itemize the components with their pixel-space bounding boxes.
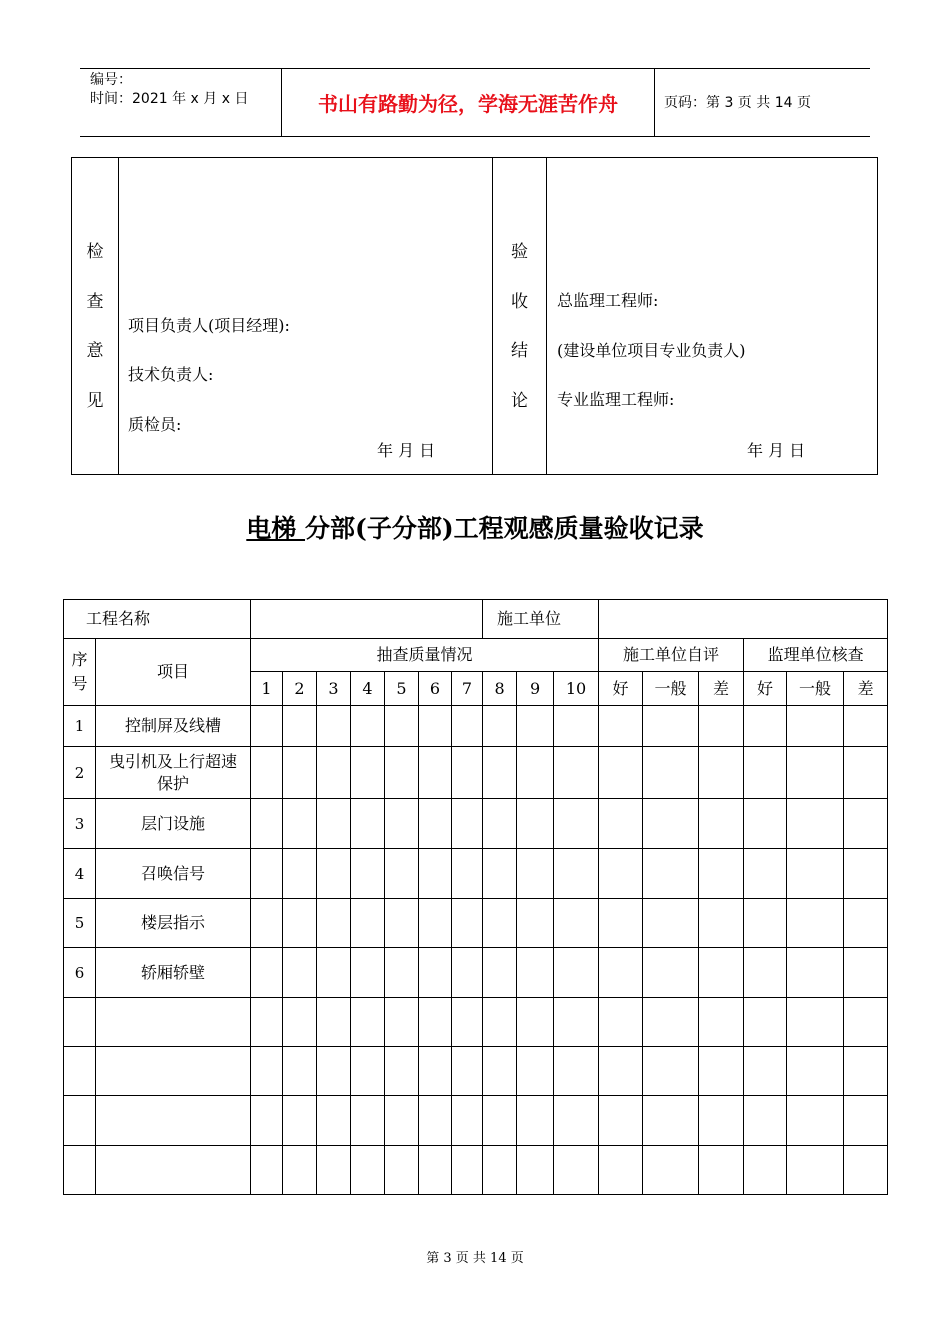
entry-cell[interactable] <box>317 1047 351 1096</box>
row-seq: 5 <box>64 899 96 948</box>
entry-cell[interactable] <box>317 849 351 899</box>
sample-col: 7 <box>452 672 483 706</box>
entry-cell[interactable] <box>787 799 844 849</box>
entry-cell[interactable] <box>699 1146 744 1195</box>
table-row <box>64 1096 888 1146</box>
entry-cell[interactable] <box>452 799 483 849</box>
entry-cell[interactable] <box>317 948 351 998</box>
entry-cell[interactable] <box>599 899 643 948</box>
entry-cell[interactable] <box>517 899 554 948</box>
sample-col: 9 <box>517 672 554 706</box>
entry-cell[interactable] <box>643 1047 699 1096</box>
entry-cell[interactable] <box>787 899 844 948</box>
title-rest: 分部(子分部)工程观感质量验收记录 <box>305 514 704 543</box>
row-item <box>96 1047 251 1096</box>
entry-cell[interactable] <box>251 948 283 998</box>
entry-cell[interactable] <box>351 849 385 899</box>
header-time: 时间：2021 年 x 月 x 日 <box>90 91 249 107</box>
entry-cell[interactable] <box>554 998 599 1047</box>
entry-cell[interactable] <box>787 1146 844 1195</box>
table-row <box>64 1146 888 1195</box>
entry-cell[interactable] <box>419 1146 452 1195</box>
entry-cell[interactable] <box>251 799 283 849</box>
entry-cell[interactable] <box>517 849 554 899</box>
entry-cell[interactable] <box>844 1047 888 1096</box>
entry-cell[interactable] <box>599 747 643 799</box>
entry-cell[interactable] <box>283 849 317 899</box>
entry-cell[interactable] <box>554 1047 599 1096</box>
date-right: 年 月 日 <box>747 441 806 460</box>
supervisor-header: 监理单位核查 <box>744 639 888 672</box>
entry-cell[interactable] <box>844 747 888 799</box>
entry-cell[interactable] <box>699 1047 744 1096</box>
accept-conclusion-cell <box>547 158 878 475</box>
row-seq <box>64 998 96 1047</box>
date-left: 年 月 日 <box>377 441 436 460</box>
entry-cell[interactable] <box>787 998 844 1047</box>
entry-cell[interactable] <box>643 747 699 799</box>
entry-cell[interactable] <box>385 948 419 998</box>
entry-cell[interactable] <box>351 948 385 998</box>
grade-col: 好 <box>744 672 787 706</box>
entry-cell[interactable] <box>317 998 351 1047</box>
entry-cell[interactable] <box>744 1146 787 1195</box>
entry-cell[interactable] <box>787 948 844 998</box>
page-footer: 第 3 页 共 14 页 <box>426 1251 524 1266</box>
entry-cell[interactable] <box>517 706 554 747</box>
self-eval-header: 施工单位自评 <box>599 639 744 672</box>
check-label: 检 查 意 见 <box>86 242 104 411</box>
project-name-value[interactable] <box>251 600 483 639</box>
entry-cell[interactable] <box>699 899 744 948</box>
owner-lead-field: (建设单位项目专业负责人) <box>557 341 746 360</box>
entry-cell[interactable] <box>385 899 419 948</box>
entry-cell[interactable] <box>419 1047 452 1096</box>
entry-cell[interactable] <box>554 899 599 948</box>
header-row-1 <box>64 639 888 672</box>
entry-cell[interactable] <box>351 1146 385 1195</box>
sample-col: 4 <box>351 672 385 706</box>
entry-cell[interactable] <box>517 1096 554 1146</box>
entry-cell[interactable] <box>699 799 744 849</box>
entry-cell[interactable] <box>317 747 351 799</box>
entry-cell[interactable] <box>554 948 599 998</box>
project-info-row <box>64 600 888 639</box>
table-row <box>64 899 888 948</box>
header-divider <box>654 68 655 136</box>
entry-cell[interactable] <box>483 747 517 799</box>
tech-lead-field: 技术负责人: <box>128 365 214 384</box>
item-rows <box>64 706 888 1195</box>
entry-cell[interactable] <box>283 799 317 849</box>
entry-cell[interactable] <box>699 706 744 747</box>
entry-cell[interactable] <box>744 1047 787 1096</box>
entry-cell[interactable] <box>844 706 888 747</box>
entry-cell[interactable] <box>283 1146 317 1195</box>
sample-col: 5 <box>385 672 419 706</box>
entry-cell[interactable] <box>699 998 744 1047</box>
project-lead-field: 项目负责人(项目经理): <box>128 316 290 335</box>
sample-col: 6 <box>419 672 452 706</box>
entry-cell[interactable] <box>452 899 483 948</box>
row-seq <box>64 1047 96 1096</box>
header-number: 编号： <box>90 72 132 88</box>
entry-cell[interactable] <box>483 799 517 849</box>
entry-cell[interactable] <box>554 1146 599 1195</box>
entry-cell[interactable] <box>787 1096 844 1146</box>
entry-cell[interactable] <box>283 998 317 1047</box>
entry-cell[interactable] <box>643 899 699 948</box>
table-row <box>64 998 888 1047</box>
entry-cell[interactable] <box>643 948 699 998</box>
entry-cell[interactable] <box>351 899 385 948</box>
entry-cell[interactable] <box>844 948 888 998</box>
entry-cell[interactable] <box>699 1096 744 1146</box>
entry-cell[interactable] <box>844 799 888 849</box>
entry-cell[interactable] <box>452 998 483 1047</box>
entry-cell[interactable] <box>452 849 483 899</box>
accept-label: 验 收 结 论 <box>511 242 528 411</box>
entry-cell[interactable] <box>251 1096 283 1146</box>
entry-cell[interactable] <box>599 706 643 747</box>
entry-cell[interactable] <box>599 1096 643 1146</box>
entry-cell[interactable] <box>744 706 787 747</box>
entry-cell[interactable] <box>744 899 787 948</box>
entry-cell[interactable] <box>744 1096 787 1146</box>
item-header: 项目 <box>96 639 251 706</box>
entry-cell[interactable] <box>251 998 283 1047</box>
entry-cell[interactable] <box>419 799 452 849</box>
entry-cell[interactable] <box>351 1096 385 1146</box>
entry-cell[interactable] <box>787 849 844 899</box>
sample-col: 2 <box>283 672 317 706</box>
entry-cell[interactable] <box>283 747 317 799</box>
entry-cell[interactable] <box>517 948 554 998</box>
title-underlined: 电梯 <box>246 514 306 543</box>
row-seq: 6 <box>64 948 96 998</box>
table-row <box>64 948 888 998</box>
entry-cell[interactable] <box>554 706 599 747</box>
entry-cell[interactable] <box>643 849 699 899</box>
entry-cell[interactable] <box>599 849 643 899</box>
entry-cell[interactable] <box>385 799 419 849</box>
entry-cell[interactable] <box>599 1146 643 1195</box>
sampling-header: 抽查质量情况 <box>251 639 599 672</box>
entry-cell[interactable] <box>452 706 483 747</box>
header-page-info: 页码：第 3 页 共 14 页 <box>664 95 811 111</box>
entry-cell[interactable] <box>483 706 517 747</box>
grade-col: 一般 <box>643 672 699 706</box>
entry-cell[interactable] <box>385 706 419 747</box>
entry-cell[interactable] <box>517 1047 554 1096</box>
entry-cell[interactable] <box>283 948 317 998</box>
entry-cell[interactable] <box>419 1096 452 1146</box>
inspector-field: 质检员: <box>128 415 182 434</box>
entry-cell[interactable] <box>251 849 283 899</box>
entry-cell[interactable] <box>699 849 744 899</box>
row-seq: 4 <box>64 849 96 899</box>
entry-cell[interactable] <box>351 747 385 799</box>
entry-cell[interactable] <box>643 706 699 747</box>
entry-cell[interactable] <box>351 799 385 849</box>
grade-col: 差 <box>844 672 888 706</box>
entry-cell[interactable] <box>483 1096 517 1146</box>
entry-cell[interactable] <box>483 849 517 899</box>
row-item: 楼层指示 <box>96 899 251 948</box>
entry-cell[interactable] <box>643 998 699 1047</box>
row-item: 召唤信号 <box>96 849 251 899</box>
entry-cell[interactable] <box>385 1146 419 1195</box>
row-seq: 2 <box>64 747 96 799</box>
entry-cell[interactable] <box>317 1146 351 1195</box>
row-seq: 3 <box>64 799 96 849</box>
row-item <box>96 1096 251 1146</box>
entry-cell[interactable] <box>517 1146 554 1195</box>
entry-cell[interactable] <box>317 706 351 747</box>
entry-cell[interactable] <box>554 1096 599 1146</box>
entry-cell[interactable] <box>251 1047 283 1096</box>
entry-cell[interactable] <box>452 948 483 998</box>
sample-col: 10 <box>554 672 599 706</box>
entry-cell[interactable] <box>419 849 452 899</box>
row-item: 轿厢轿壁 <box>96 948 251 998</box>
entry-cell[interactable] <box>419 899 452 948</box>
check-label-cell <box>72 158 119 475</box>
entry-cell[interactable] <box>317 799 351 849</box>
entry-cell[interactable] <box>385 998 419 1047</box>
sample-col: 3 <box>317 672 351 706</box>
entry-cell[interactable] <box>251 706 283 747</box>
entry-cell[interactable] <box>317 1096 351 1146</box>
row-item: 控制屏及线槽 <box>96 706 251 747</box>
entry-cell[interactable] <box>483 1146 517 1195</box>
pro-supervisor-field: 专业监理工程师: <box>557 390 675 409</box>
entry-cell[interactable] <box>744 948 787 998</box>
row-seq: 1 <box>64 706 96 747</box>
contractor-label: 施工单位 <box>483 600 599 639</box>
entry-cell[interactable] <box>452 1096 483 1146</box>
entry-cell[interactable] <box>385 747 419 799</box>
entry-cell[interactable] <box>452 1047 483 1096</box>
entry-cell[interactable] <box>251 1146 283 1195</box>
entry-cell[interactable] <box>283 1096 317 1146</box>
inspection-table <box>63 599 888 1195</box>
entry-cell[interactable] <box>787 1047 844 1096</box>
table-row <box>64 1047 888 1096</box>
row-item <box>96 998 251 1047</box>
entry-cell[interactable] <box>844 899 888 948</box>
entry-cell[interactable] <box>452 747 483 799</box>
contractor-value[interactable] <box>599 600 888 639</box>
header-bottom-rule <box>80 136 870 137</box>
page-title <box>0 509 950 545</box>
sample-col: 8 <box>483 672 517 706</box>
entry-cell[interactable] <box>643 1096 699 1146</box>
check-opinion-cell <box>119 158 493 475</box>
entry-cell[interactable] <box>283 706 317 747</box>
entry-cell[interactable] <box>599 799 643 849</box>
entry-cell[interactable] <box>385 849 419 899</box>
row-seq <box>64 1146 96 1195</box>
seq-header: 序号 <box>64 639 96 706</box>
entry-cell[interactable] <box>351 706 385 747</box>
entry-cell[interactable] <box>787 747 844 799</box>
header-top-rule <box>80 68 870 69</box>
entry-cell[interactable] <box>483 899 517 948</box>
project-name-label: 工程名称 <box>64 600 251 639</box>
entry-cell[interactable] <box>554 799 599 849</box>
entry-cell[interactable] <box>483 948 517 998</box>
entry-cell[interactable] <box>844 849 888 899</box>
entry-cell[interactable] <box>599 948 643 998</box>
grade-col: 好 <box>599 672 643 706</box>
entry-cell[interactable] <box>643 1146 699 1195</box>
grade-col: 一般 <box>787 672 844 706</box>
entry-cell[interactable] <box>452 1146 483 1195</box>
entry-cell[interactable] <box>599 998 643 1047</box>
grade-col: 差 <box>699 672 744 706</box>
entry-cell[interactable] <box>554 747 599 799</box>
entry-cell[interactable] <box>517 998 554 1047</box>
entry-cell[interactable] <box>385 1047 419 1096</box>
entry-cell[interactable] <box>554 849 599 899</box>
entry-cell[interactable] <box>419 706 452 747</box>
entry-cell[interactable] <box>517 799 554 849</box>
entry-cell[interactable] <box>844 998 888 1047</box>
row-item: 层门设施 <box>96 799 251 849</box>
entry-cell[interactable] <box>699 747 744 799</box>
sample-col: 1 <box>251 672 283 706</box>
row-seq <box>64 1096 96 1146</box>
entry-cell[interactable] <box>599 1047 643 1096</box>
header-motto: 书山有路勤为径，学海无涯苦作舟 <box>318 92 618 116</box>
chief-supervisor-field: 总监理工程师: <box>557 291 659 310</box>
entry-cell[interactable] <box>744 747 787 799</box>
accept-label-cell <box>493 158 547 475</box>
table-row <box>64 849 888 899</box>
row-item: 曳引机及上行超速保护 <box>96 747 251 799</box>
entry-cell[interactable] <box>483 998 517 1047</box>
entry-cell[interactable] <box>317 899 351 948</box>
row-item <box>96 1146 251 1195</box>
entry-cell[interactable] <box>385 1096 419 1146</box>
entry-cell[interactable] <box>251 747 283 799</box>
entry-cell[interactable] <box>283 899 317 948</box>
entry-cell[interactable] <box>251 899 283 948</box>
table-row <box>64 799 888 849</box>
entry-cell[interactable] <box>787 706 844 747</box>
entry-cell[interactable] <box>419 948 452 998</box>
entry-cell[interactable] <box>699 948 744 998</box>
entry-cell[interactable] <box>351 998 385 1047</box>
entry-cell[interactable] <box>744 849 787 899</box>
entry-cell[interactable] <box>643 799 699 849</box>
entry-cell[interactable] <box>419 998 452 1047</box>
entry-cell[interactable] <box>419 747 452 799</box>
signature-table <box>71 157 878 475</box>
entry-cell[interactable] <box>844 1096 888 1146</box>
entry-cell[interactable] <box>283 1047 317 1096</box>
entry-cell[interactable] <box>517 747 554 799</box>
entry-cell[interactable] <box>844 1146 888 1195</box>
table-row <box>64 747 888 799</box>
entry-cell[interactable] <box>483 1047 517 1096</box>
table-row <box>64 706 888 747</box>
entry-cell[interactable] <box>744 998 787 1047</box>
entry-cell[interactable] <box>351 1047 385 1096</box>
entry-cell[interactable] <box>744 799 787 849</box>
